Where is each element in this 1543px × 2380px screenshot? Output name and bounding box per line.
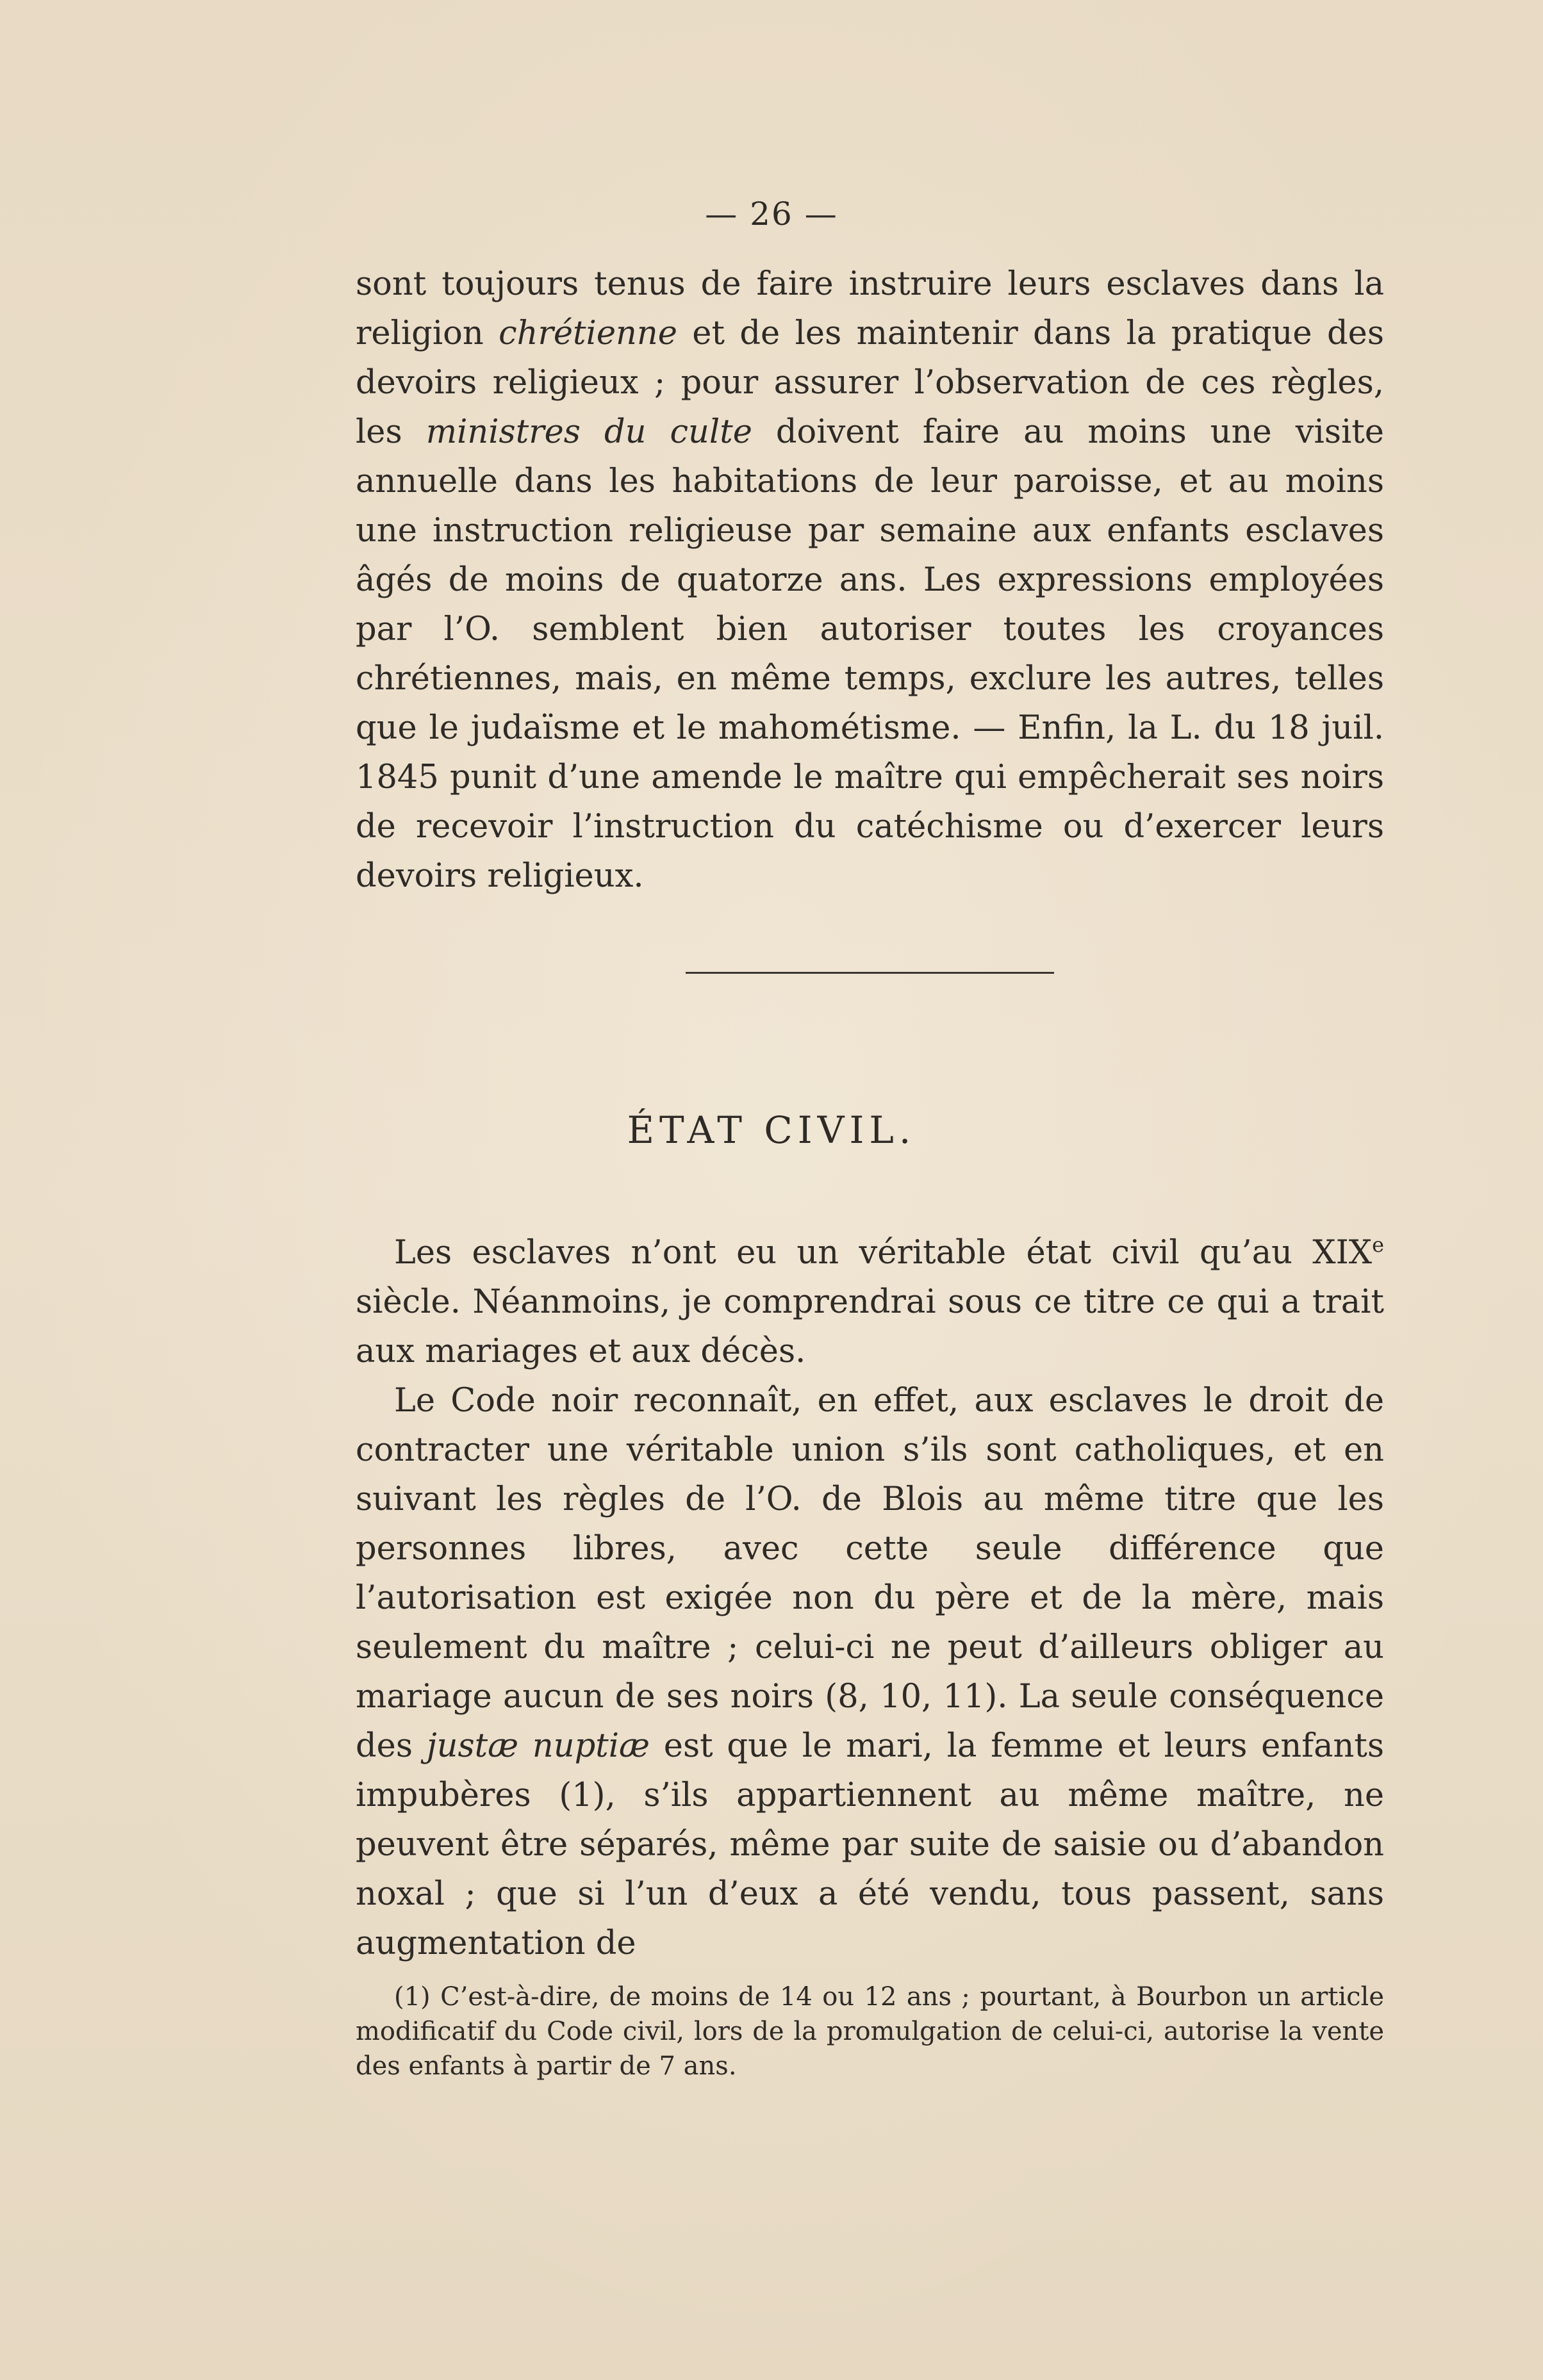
text-run: siècle. Néanmoins, je comprendrai sous ce titre ce qui a trait aux mariages et aux décès. [356, 1283, 1384, 1370]
paragraph-religion [356, 259, 1384, 901]
footnote [356, 1980, 1384, 2083]
paragraph-code-noir [356, 1376, 1384, 1968]
text-run: Les esclaves n’ont eu un véritable état civil qu’au XIX [394, 1234, 1373, 1272]
footnote-text: (1) C’est-à-dire, de moins de 14 ou 12 ans ; pourtant, à Bourbon un article modificatif du Code civil, lors de la promulgation de celui-ci, autorise la vente des enfants à partir de 7 ans. [356, 1982, 1384, 2081]
italic-run: justæ nuptiæ [426, 1727, 650, 1765]
text-run: est que le mari, la femme et leurs enfants impubères (1), s’ils appartiennent au même maître, ne peuvent être séparés, même par suite de saisie ou d’abandon noxal ; que si l’un d’eux a été vendu, tous passent, sans augmentation de [356, 1727, 1384, 1962]
text-run: et de les maintenir dans la pratique des devoirs religieux ; pour assurer l’observation de ces règles, les [356, 315, 1384, 451]
text-run: Le Code noir reconnaît, en effet, aux esclaves le droit de contracter une véritable union s’ils sont catholiques, et en suivant les règles de l’O. de Blois au même titre que les personnes libres, avec cette seule différence que l’autorisation est exigée non du père et de la mère, mais seulement du maître ; celui-ci ne peut d’ailleurs obliger au mariage aucun de ses noirs (8, 10, 11). La seule conséquence des [356, 1382, 1384, 1765]
superscript: e [1372, 1233, 1384, 1257]
italic-run: chrétienne [499, 315, 677, 352]
text-run: doivent faire au moins une visite annuelle dans les habitations de leur paroisse, et au moins une instruction religieuse par semaine aux enfants esclaves âgés de moins de quatorze ans. Les expressions employées par l’O. semblent bien autoriser toutes les croyances chrétiennes, mais, en même temps, exclure les autres, telles que le judaïsme et le mahométisme. — Enfin, la L. du 18 juil. 1845 punit d’une amende le maître qui empêcherait ses noirs de recevoir l’instruction du catéchisme ou d’exercer leurs devoirs religieux. [356, 413, 1384, 895]
paragraph-etat-civil-intro [356, 1220, 1384, 1376]
paragraph-religion-text [356, 259, 1384, 901]
section-heading: ÉTAT CIVIL. [627, 1108, 916, 1152]
page-number: — 26 — [705, 195, 838, 233]
text-run: sont toujours tenus de faire instruire leurs esclaves dans la religion [356, 265, 1384, 352]
section-body [356, 1220, 1384, 1968]
italic-run: ministres du culte [425, 413, 752, 451]
section-divider [686, 972, 1054, 974]
